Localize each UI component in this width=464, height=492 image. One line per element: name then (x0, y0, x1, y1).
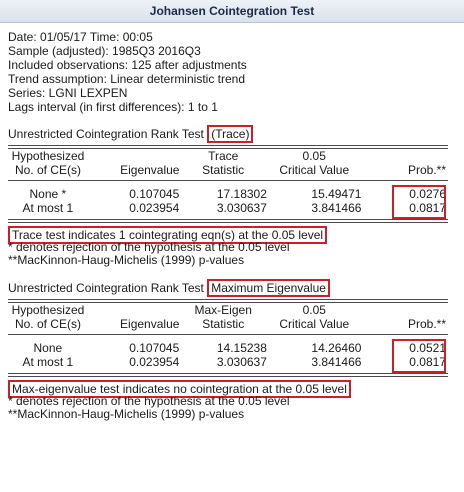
window-title: Johansen Cointegration Test (149, 4, 315, 18)
table-row: None 0.107045 14.15238 14.26460 0.0521 (33, 341, 446, 355)
trace-note-rejection: * denotes rejection of the hypothesis at the 0.05 level (8, 240, 290, 254)
table-row: At most 1 0.023954 3.030637 3.841466 0.0817 (22, 201, 446, 215)
window-title-bar[interactable] (0, 0, 464, 23)
header-lags: Lags interval (in first differences): 1 to 1 (8, 100, 218, 114)
maxeig-note-pvalues: **MacKinnon-Haug-Michelis (1999) p-values (8, 407, 245, 421)
table-row: None * 0.107045 17.18302 15.49471 0.0276 (29, 187, 446, 201)
trace-section-title: Unrestricted Cointegration Rank Test (Trace) (8, 125, 448, 141)
maxeig-prob-highlight (392, 339, 446, 373)
output-pane (8, 30, 448, 421)
maxeig-note-rejection: * denotes rejection of the hypothesis at the 0.05 level (8, 394, 290, 408)
trace-results (8, 187, 448, 215)
header-date: Date: 01/05/17 Time: 00:05 (8, 30, 153, 44)
header-observations: Included observations: 125 after adjustments (8, 58, 247, 72)
maxeig-conclusion: Max-eigenvalue test indicates no cointegration at the 0.05 level (8, 380, 351, 398)
maxeig-section-title: Unrestricted Cointegration Rank Test Maximum Eigenvalue (8, 279, 448, 295)
table-header-row: Hypothesized Trace 0.05 (11, 149, 326, 163)
header-series: Series: LGNI LEXPEN (8, 86, 128, 100)
table-header-row: No. of CE(s) Eigenvalue Statistic Critical Value Prob.** (14, 317, 446, 331)
trace-table (8, 149, 448, 177)
trace-prob-highlight (392, 185, 446, 219)
maxeig-table (8, 303, 448, 331)
maxeig-title-highlight: Maximum Eigenvalue (207, 279, 330, 297)
trace-note-pvalues: **MacKinnon-Haug-Michelis (1999) p-values (8, 253, 245, 267)
table-row: At most 1 0.023954 3.030637 3.841466 0.0817 (22, 355, 446, 369)
table-header-row: Hypothesized Max-Eigen 0.05 (11, 303, 326, 317)
maxeig-results (8, 341, 448, 369)
trace-conclusion: Trace test indicates 1 cointegrating eqn(s) at the 0.05 level (8, 226, 327, 244)
trace-title-highlight: (Trace) (207, 125, 253, 143)
header-trend: Trend assumption: Linear deterministic trend (8, 72, 245, 86)
header-sample: Sample (adjusted): 1985Q3 2016Q3 (8, 44, 201, 58)
table-header-row: No. of CE(s) Eigenvalue Statistic Critical Value Prob.** (14, 163, 446, 177)
